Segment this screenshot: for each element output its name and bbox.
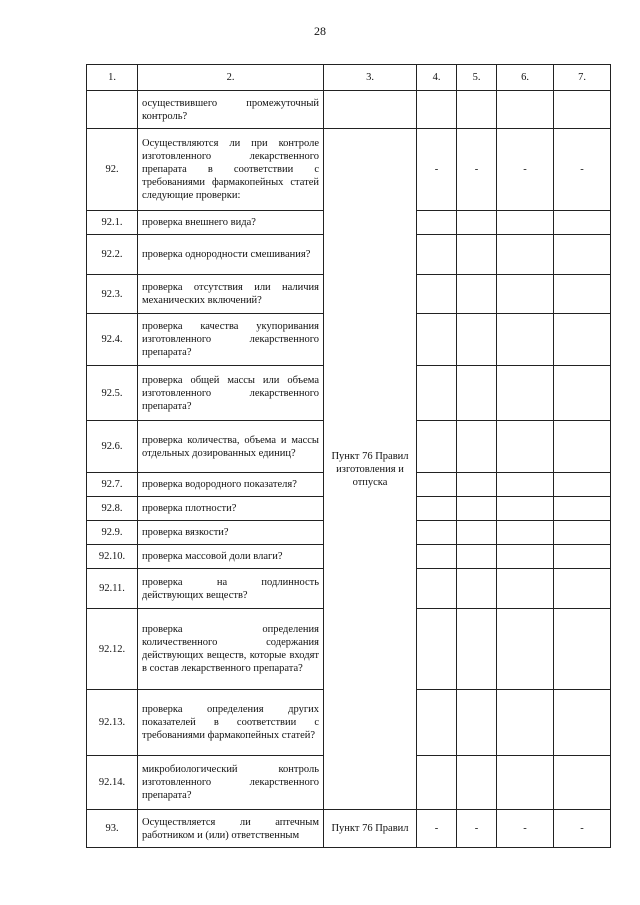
answer-yes [417, 545, 457, 569]
question-text: проверка на подлинность действующих веществ? [138, 569, 324, 609]
answer-note [554, 235, 611, 275]
question-text: микробиологический контроль изготовленного лекарственного препарата? [138, 756, 324, 810]
item-number: 92.8. [87, 497, 138, 521]
item-number: 92.14. [87, 756, 138, 810]
answer-note [554, 569, 611, 609]
column-header-5: 5. [457, 65, 497, 91]
answer-note [554, 609, 611, 690]
column-header-7: 7. [554, 65, 611, 91]
item-number: 92.10. [87, 545, 138, 569]
answer-no: - [457, 810, 497, 848]
question-text: Осуществляются ли при контроле изготовленного лекарственного препарата в соответствии с требованиями фармакопейных статей следующие проверки: [138, 129, 324, 211]
answer-not-applicable [497, 521, 554, 545]
table-row [87, 810, 611, 848]
question-text: проверка водородного показателя? [138, 473, 324, 497]
item-number: 93. [87, 810, 138, 848]
answer-no [457, 756, 497, 810]
column-header-4: 4. [417, 65, 457, 91]
answer-not-applicable [497, 275, 554, 314]
answer-yes [417, 521, 457, 545]
answer-yes [417, 690, 457, 756]
answer-note [554, 366, 611, 421]
item-number: 92.1. [87, 211, 138, 235]
answer-note [554, 521, 611, 545]
answer-no [457, 235, 497, 275]
answer-yes [417, 569, 457, 609]
answer-no [457, 569, 497, 609]
question-text: проверка качества укупоривания изготовленного лекарственного препарата? [138, 314, 324, 366]
answer-yes: - [417, 129, 457, 211]
answer-note [554, 275, 611, 314]
question-text: проверка количества, объема и массы отдельных дозированных единиц? [138, 421, 324, 473]
answer-yes [417, 235, 457, 275]
answer-yes [417, 756, 457, 810]
answer-no [457, 421, 497, 473]
answer-yes [417, 421, 457, 473]
answer-not-applicable [497, 421, 554, 473]
answer-yes [417, 497, 457, 521]
answer-not-applicable: - [497, 810, 554, 848]
answer-note [554, 690, 611, 756]
question-text: проверка внешнего вида? [138, 211, 324, 235]
answer-note: - [554, 129, 611, 211]
answer-note [554, 756, 611, 810]
answer-yes: - [417, 810, 457, 848]
answer-not-applicable [497, 497, 554, 521]
answer-no: - [457, 129, 497, 211]
item-number: 92.3. [87, 275, 138, 314]
answer-not-applicable [497, 91, 554, 129]
answer-yes [417, 91, 457, 129]
answer-no [457, 521, 497, 545]
answer-note [554, 314, 611, 366]
question-text: осуществившего промежуточный контроль? [138, 91, 324, 129]
answer-yes [417, 314, 457, 366]
answer-no [457, 545, 497, 569]
question-text: проверка отсутствия или наличия механических включений? [138, 275, 324, 314]
answer-yes [417, 211, 457, 235]
answer-not-applicable [497, 366, 554, 421]
question-text: проверка определения количественного содержания действующих веществ, которые входят в состав лекарственного препарата? [138, 609, 324, 690]
item-number: 92.2. [87, 235, 138, 275]
answer-yes [417, 609, 457, 690]
answer-not-applicable [497, 473, 554, 497]
reference-cell: Пункт 76 Правил [324, 810, 417, 848]
question-text: проверка плотности? [138, 497, 324, 521]
answer-note [554, 421, 611, 473]
answer-not-applicable [497, 609, 554, 690]
answer-no [457, 275, 497, 314]
item-number: 92.9. [87, 521, 138, 545]
item-number [87, 91, 138, 129]
answer-no [457, 366, 497, 421]
answer-note [554, 211, 611, 235]
answer-not-applicable [497, 211, 554, 235]
item-number: 92.4. [87, 314, 138, 366]
answer-no [457, 497, 497, 521]
answer-not-applicable [497, 690, 554, 756]
checklist-table [86, 64, 611, 848]
item-number: 92.6. [87, 421, 138, 473]
answer-not-applicable [497, 569, 554, 609]
item-number: 92.13. [87, 690, 138, 756]
answer-no [457, 690, 497, 756]
table-row [87, 129, 611, 211]
answer-not-applicable [497, 235, 554, 275]
column-header-3: 3. [324, 65, 417, 91]
reference-cell: Пункт 76 Правил изготовления и отпуска [324, 129, 417, 810]
answer-no [457, 91, 497, 129]
header-row [87, 65, 611, 91]
table-row [87, 91, 611, 129]
column-header-2: 2. [138, 65, 324, 91]
answer-yes [417, 473, 457, 497]
answer-not-applicable: - [497, 129, 554, 211]
answer-note [554, 473, 611, 497]
answer-yes [417, 275, 457, 314]
item-number: 92.11. [87, 569, 138, 609]
question-text: проверка вязкости? [138, 521, 324, 545]
question-text: проверка однородности смешивания? [138, 235, 324, 275]
question-text: Осуществляется ли аптечным работником и (или) ответственным [138, 810, 324, 848]
answer-no [457, 314, 497, 366]
answer-not-applicable [497, 756, 554, 810]
answer-not-applicable [497, 314, 554, 366]
item-number: 92.7. [87, 473, 138, 497]
answer-note [554, 497, 611, 521]
question-text: проверка определения других показателей в соответствии с требованиями фармакопейных статей? [138, 690, 324, 756]
reference-cell [324, 91, 417, 129]
answer-note: - [554, 810, 611, 848]
item-number: 92.5. [87, 366, 138, 421]
answer-note [554, 545, 611, 569]
item-number: 92.12. [87, 609, 138, 690]
column-header-1: 1. [87, 65, 138, 91]
question-text: проверка общей массы или объема изготовленного лекарственного препарата? [138, 366, 324, 421]
page-number: 28 [314, 24, 326, 38]
column-header-6: 6. [497, 65, 554, 91]
answer-no [457, 609, 497, 690]
question-text: проверка массовой доли влаги? [138, 545, 324, 569]
item-number: 92. [87, 129, 138, 211]
answer-note [554, 91, 611, 129]
answer-no [457, 211, 497, 235]
answer-no [457, 473, 497, 497]
answer-not-applicable [497, 545, 554, 569]
answer-yes [417, 366, 457, 421]
